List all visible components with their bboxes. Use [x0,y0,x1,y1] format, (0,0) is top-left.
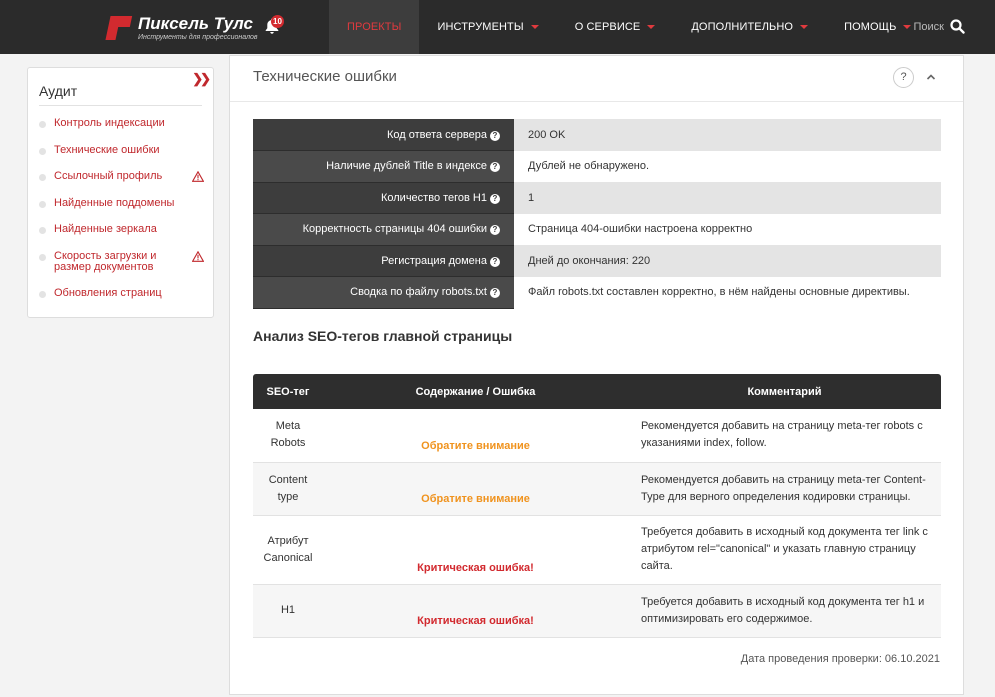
caret-down-icon [903,25,911,29]
seo-tag-name: Meta Robots [253,409,323,462]
caret-down-icon [531,25,539,29]
seo-comment: Требуется добавить в исходный код документа тег link с атрибутом rel="canonical" и указать главную страницу сайта. [628,515,941,584]
search-label: Поиск [913,20,944,33]
question-icon[interactable]: ? [490,225,500,235]
bullet-icon [39,201,46,208]
caret-down-icon [800,25,808,29]
table-row [253,245,941,277]
check-label: Регистрация домена ? [253,245,514,277]
nav-item-extra[interactable] [673,0,826,54]
question-icon[interactable]: ? [490,194,500,204]
sidebar-menu [39,118,204,299]
logo[interactable] [108,12,258,44]
seo-tag-name: Атрибут Canonical [253,515,323,584]
warning-icon [192,171,204,182]
sidebar-item-tech-errors[interactable] [39,145,204,156]
sidebar-item-mirrors[interactable] [39,224,204,235]
table-row [253,214,941,246]
sidebar-item-label: Найденные поддомены [54,196,175,209]
check-label: Корректность страницы 404 ошибки ? [253,214,514,246]
table-row [253,584,941,637]
check-date: Дата проведения проверки: 06.10.2021 [740,653,940,665]
question-icon[interactable]: ? [490,288,500,298]
table-row [253,515,941,584]
seo-tag-name: Content type [253,462,323,515]
nav-item-label: ПРОЕКТЫ [347,21,402,33]
question-icon[interactable]: ? [490,131,500,141]
table-row [253,409,941,462]
check-label: Код ответа сервера ? [253,119,514,151]
logo-tagline: Инструменты для профессионалов [138,33,258,41]
status-critical: Критическая ошибка! [323,584,628,637]
bullet-icon [39,254,46,261]
warning-icon [192,251,204,262]
search-icon [950,19,965,34]
logo-name: Пиксель Тулс [138,13,253,33]
tech-checks-table [253,119,941,309]
bullet-icon [39,148,46,155]
table-header-row [253,374,941,409]
sidebar-item-indexing[interactable] [39,118,204,129]
sidebar-item-subdomains[interactable] [39,198,204,209]
seo-comment: Рекомендуется добавить на страницу meta-тег robots с указаниями index, follow. [628,409,941,462]
question-icon[interactable]: ? [490,257,500,267]
caret-down-icon [647,25,655,29]
sidebar-title: Аудит [39,83,78,99]
question-icon[interactable]: ? [490,162,500,172]
sidebar-item-label: Найденные зеркала [54,223,157,235]
top-navbar [0,0,995,54]
sidebar-item-label: Обновления страниц [54,287,162,299]
logo-mark-icon [108,14,132,42]
nav-item-about[interactable] [557,0,674,54]
status-critical: Критическая ошибка! [323,515,628,584]
table-row [253,151,941,183]
bullet-icon [39,174,46,181]
column-header: Комментарий [628,374,941,409]
seo-comment: Рекомендуется добавить на страницу meta-тег Content-Type для верного определения кодировки страницы. [628,462,941,515]
table-row [253,462,941,515]
seo-tag-name: H1 [253,584,323,637]
divider [39,105,202,106]
help-button[interactable]: ? [893,67,914,88]
sidebar-item-label: Ссылочный профиль [54,170,163,182]
bullet-icon [39,227,46,234]
table-row [253,182,941,214]
check-value: Файл robots.txt составлен корректно, в нём найдены основные директивы. [514,277,941,309]
seo-section-heading: Анализ SEO-тегов главной страницы [253,328,513,344]
bullet-icon [39,291,46,298]
sidebar-item-page-updates[interactable] [39,288,204,299]
column-header: Содержание / Ошибка [323,374,628,409]
nav-item-tools[interactable] [419,0,556,54]
sidebar-item-label: Технические ошибки [54,143,160,156]
status-warning: Обратите внимание [323,409,628,462]
check-label: Количество тегов H1 ? [253,182,514,214]
sidebar-item-speed[interactable] [39,251,204,273]
bullet-icon [39,121,46,128]
search-button[interactable] [914,19,965,34]
table-row [253,119,941,151]
audit-sidebar [27,67,214,318]
check-value: Страница 404-ошибки настроена корректно [514,214,941,246]
nav-item-label: ДОПОЛНИТЕЛЬНО [691,21,794,33]
check-value: Дней до окончания: 220 [514,245,941,277]
check-value: Дублей не обнаружено. [514,151,941,183]
nav-item-label: ПОМОЩЬ [844,21,897,33]
seo-comment: Требуется добавить в исходный код документа тег h1 и оптимизировать его содержимое. [628,584,941,637]
sidebar-item-label: Скорость загрузки и размер документов [54,249,157,273]
nav-item-label: ИНСТРУМЕНТЫ [437,21,524,33]
main-nav [329,0,929,54]
panel-title: Технические ошибки [253,68,397,85]
notification-count-badge: 10 [271,15,284,28]
chevron-up-icon[interactable] [926,72,936,82]
check-value: 200 OK [514,119,941,151]
tech-errors-panel [229,55,964,695]
check-label: Наличие дублей Title в индексе ? [253,151,514,183]
nav-item-projects[interactable] [329,0,419,54]
check-label: Сводка по файлу robots.txt ? [253,277,514,309]
nav-item-label: О СЕРВИСЕ [574,21,641,33]
seo-tags-table [253,374,941,638]
collapse-sidebar-icon[interactable]: ❯❯ [192,71,208,86]
check-value: 1 [514,182,941,214]
status-warning: Обратите внимание [323,462,628,515]
panel-header [230,56,963,102]
sidebar-item-link-profile[interactable] [39,171,204,182]
table-row [253,277,941,309]
sidebar-item-label: Контроль индексации [54,117,165,129]
column-header: SEO-тег [253,374,323,409]
